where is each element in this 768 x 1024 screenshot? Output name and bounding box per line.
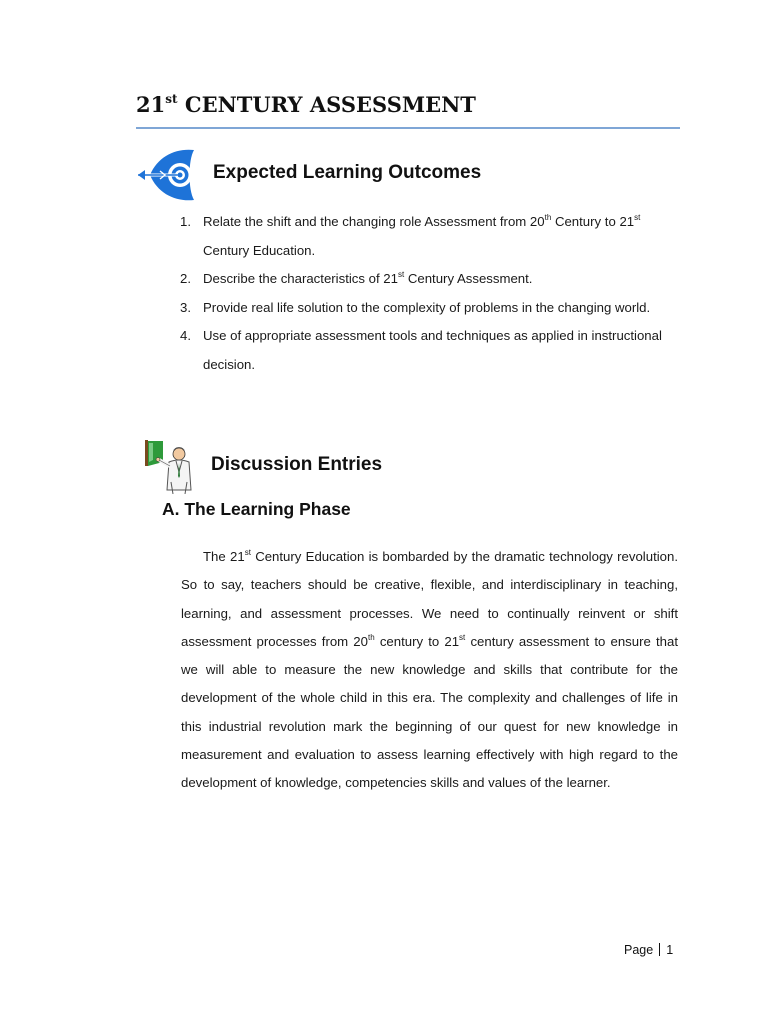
page-title [136,92,476,117]
page-number-footer [624,943,673,957]
discussion-heading: Discussion Entries [211,454,383,475]
page-label: Page [624,943,654,957]
target-arrow-icon [136,146,198,204]
title-superscript: st [165,92,178,106]
footer-divider [659,943,660,956]
title-text: CENTURY ASSESSMENT [177,92,476,117]
page-number: 1 [666,943,674,957]
learning-phase-heading: A. The Learning Phase [162,499,351,519]
title-underline [136,127,680,129]
list-number: 1. [180,214,191,229]
teacher-at-board-icon [143,438,193,494]
list-number: 3. [180,299,191,315]
list-item: 3. Provide real life solution to the complexity of problems in the changing world. [180,294,680,323]
list-number: 4. [180,328,191,343]
title-number: 21 [136,92,166,117]
list-item: 2. Describe the characteristics of 21st Century Assessment. [180,265,680,294]
outcomes-heading: Expected Learning Outcomes [213,162,482,183]
learning-phase-paragraph: The 21st Century Education is bombarded by the dramatic technology revolution. So to say, teachers should be creative, flexible, and interdisciplinary in teaching, learning, and assessment processes. We need to continually reinvent or shift assessment processes from 20th century to 21st century assessment to ensure that we will able to measure the new knowledge and skills that contribute for the development of the whole child in this era. The complexity and challenges of life in this industrial revolution mark the beginning of our quest for new knowledge in measurement and evaluation to assess learning effectively with high regard to the development of knowledge, competencies skills and values of the learner. [181,548,678,791]
list-item: 1. Relate the shift and the changing role Assessment from 20th Century to 21st Century Education. [180,208,680,265]
list-item: 4. Use of appropriate assessment tools and techniques as applied in instructional decision. [180,322,680,379]
list-number: 2. [180,271,191,286]
outcomes-list [180,208,680,379]
